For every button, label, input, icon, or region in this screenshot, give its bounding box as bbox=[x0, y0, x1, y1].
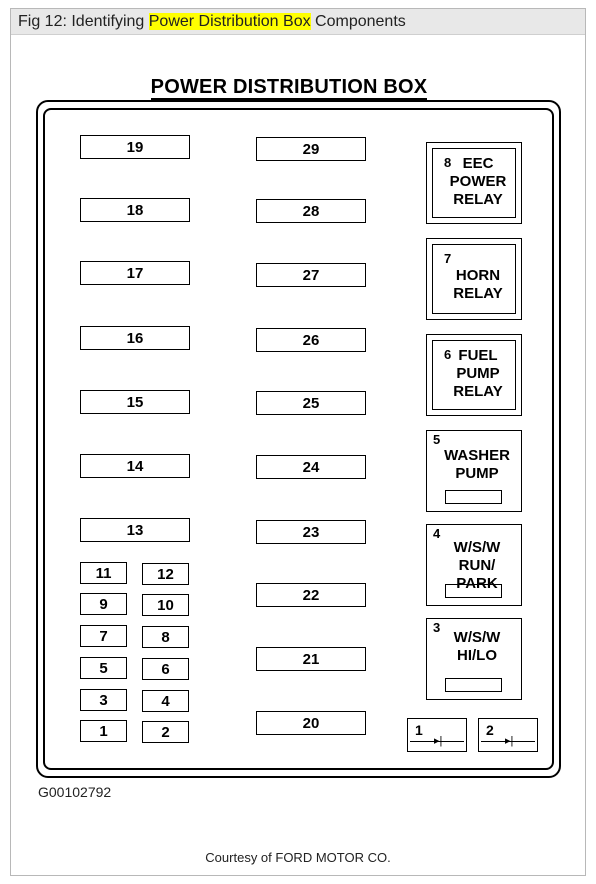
fuse-23: 23 bbox=[256, 520, 366, 544]
relay-slot bbox=[445, 490, 502, 504]
relay-8 bbox=[426, 142, 522, 224]
relay-7 bbox=[426, 238, 522, 320]
courtesy-credit: Courtesy of FORD MOTOR CO. bbox=[205, 850, 391, 865]
fuse-20: 20 bbox=[256, 711, 366, 735]
fuse-14: 14 bbox=[80, 454, 190, 478]
relay-number: 4 bbox=[433, 526, 441, 541]
fuse-10: 10 bbox=[142, 594, 189, 616]
fuse-9: 9 bbox=[80, 593, 127, 615]
breaker-number: 2 bbox=[486, 722, 494, 738]
caption-suffix: Components bbox=[310, 13, 406, 30]
fuse-19: 19 bbox=[80, 135, 190, 159]
relay-slot bbox=[445, 584, 502, 598]
relay-number: 6 bbox=[444, 347, 452, 362]
fuse-28: 28 bbox=[256, 199, 366, 223]
diode-icon: ▸| bbox=[505, 735, 514, 747]
circuit-breaker-1 bbox=[407, 718, 467, 752]
relay-label: W/S/W RUN/ PARK bbox=[453, 539, 501, 592]
diode-icon: ▸| bbox=[434, 735, 443, 747]
fuse-7: 7 bbox=[80, 625, 127, 647]
relay-6 bbox=[426, 334, 522, 416]
fuse-8: 8 bbox=[142, 626, 189, 648]
fuse-16: 16 bbox=[80, 326, 190, 350]
fuse-29: 29 bbox=[256, 137, 366, 161]
fuse-5: 5 bbox=[80, 657, 127, 679]
caption-highlight: Power Distribution Box bbox=[148, 13, 311, 30]
fuse-22: 22 bbox=[256, 583, 366, 607]
diagram-id: G00102792 bbox=[38, 784, 112, 800]
fuse-25: 25 bbox=[256, 391, 366, 415]
fuse-6: 6 bbox=[142, 658, 189, 680]
fuse-12: 12 bbox=[142, 563, 189, 585]
fuse-27: 27 bbox=[256, 263, 366, 287]
fuse-1: 1 bbox=[80, 720, 127, 742]
relay-number: 3 bbox=[433, 620, 441, 635]
fuse-2: 2 bbox=[142, 721, 189, 743]
relay-label: FUEL PUMP RELAY bbox=[453, 347, 503, 400]
caption-prefix: Fig 12: Identifying bbox=[18, 13, 149, 30]
fuse-17: 17 bbox=[80, 261, 190, 285]
relay-number: 5 bbox=[433, 432, 441, 447]
fuse-4: 4 bbox=[142, 690, 189, 712]
relay-label: WASHER PUMP bbox=[444, 447, 510, 482]
fuse-3: 3 bbox=[80, 689, 127, 711]
circuit-breaker-2 bbox=[478, 718, 538, 752]
fuse-24: 24 bbox=[256, 455, 366, 479]
figure-caption bbox=[11, 9, 585, 35]
relay-3 bbox=[426, 618, 522, 700]
fuse-18: 18 bbox=[80, 198, 190, 222]
fuse-13: 13 bbox=[80, 518, 190, 542]
fuse-21: 21 bbox=[256, 647, 366, 671]
relay-label: HORN RELAY bbox=[453, 267, 503, 302]
fuse-11: 11 bbox=[80, 562, 127, 584]
relay-number: 8 bbox=[444, 155, 452, 170]
relay-label: W/S/W HI/LO bbox=[453, 629, 501, 664]
relay-slot bbox=[445, 678, 502, 692]
relay-label: EEC POWER RELAY bbox=[449, 155, 507, 208]
diagram-title: POWER DISTRIBUTION BOX bbox=[150, 76, 428, 98]
relay-4 bbox=[426, 524, 522, 606]
fuse-26: 26 bbox=[256, 328, 366, 352]
relay-number: 7 bbox=[444, 251, 452, 266]
relay-5 bbox=[426, 430, 522, 512]
fuse-15: 15 bbox=[80, 390, 190, 414]
breaker-number: 1 bbox=[415, 722, 423, 738]
